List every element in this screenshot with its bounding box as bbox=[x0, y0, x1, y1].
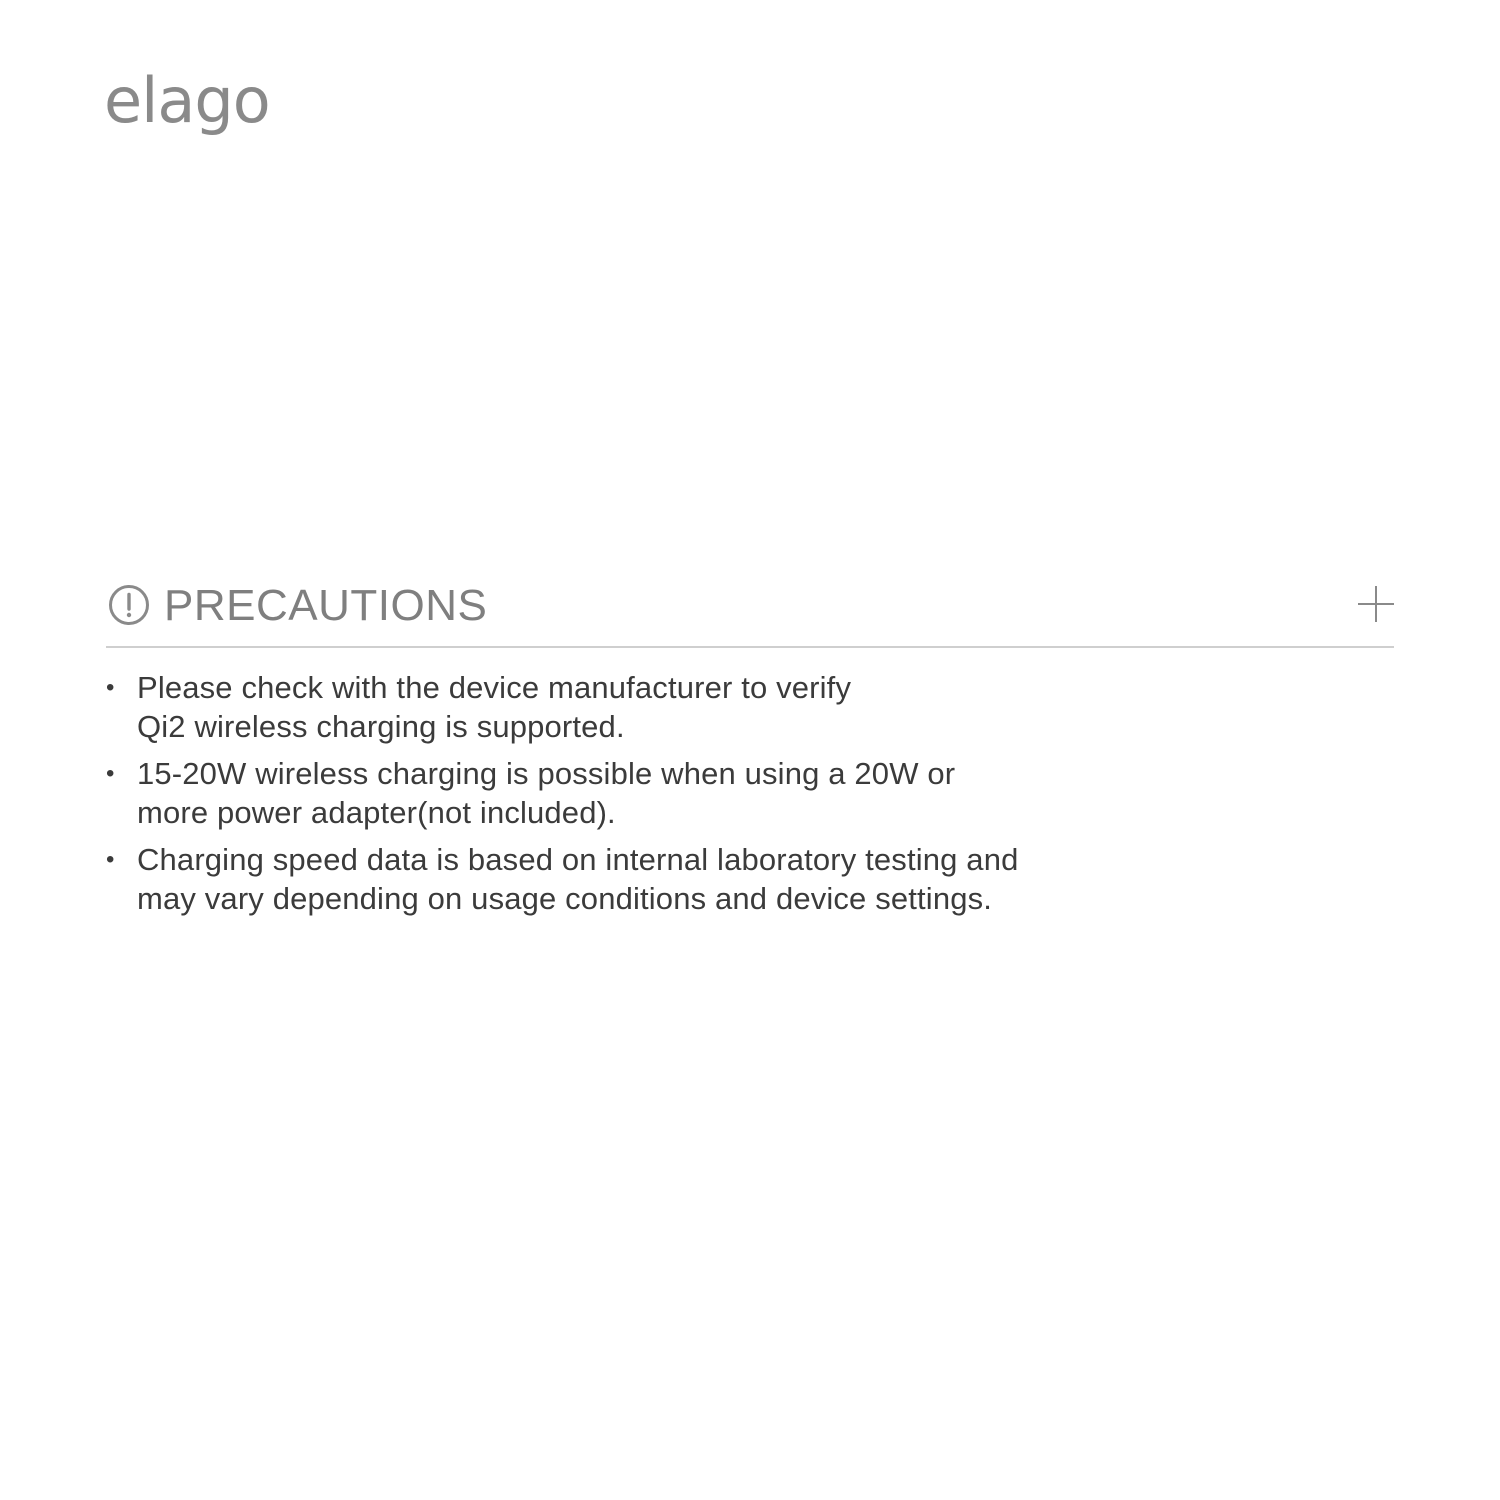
section-header[interactable] bbox=[106, 578, 1394, 648]
list-item bbox=[106, 840, 1394, 918]
item-line: Qi2 wireless charging is supported. bbox=[137, 709, 625, 744]
precautions-section bbox=[106, 578, 1394, 926]
bullet-dot: • bbox=[106, 674, 115, 701]
item-line: Charging speed data is based on internal laboratory testing and bbox=[137, 842, 1019, 877]
bullet-dot: • bbox=[106, 846, 115, 873]
item-line: may vary depending on usage conditions and device settings. bbox=[137, 881, 993, 916]
bullet-dot: • bbox=[106, 760, 115, 787]
brand-logo: elago bbox=[104, 64, 270, 137]
list-item bbox=[106, 754, 1394, 832]
item-line: 15-20W wireless charging is possible when using a 20W or bbox=[137, 756, 956, 791]
section-title: PRECAUTIONS bbox=[164, 581, 488, 630]
exclamation-circle-icon bbox=[108, 584, 150, 626]
precautions-list bbox=[106, 668, 1394, 918]
item-line: more power adapter(not included). bbox=[137, 795, 616, 830]
item-line: Please check with the device manufacturer to verify bbox=[137, 670, 852, 705]
list-item bbox=[106, 668, 1394, 746]
plus-icon[interactable] bbox=[1358, 586, 1394, 622]
